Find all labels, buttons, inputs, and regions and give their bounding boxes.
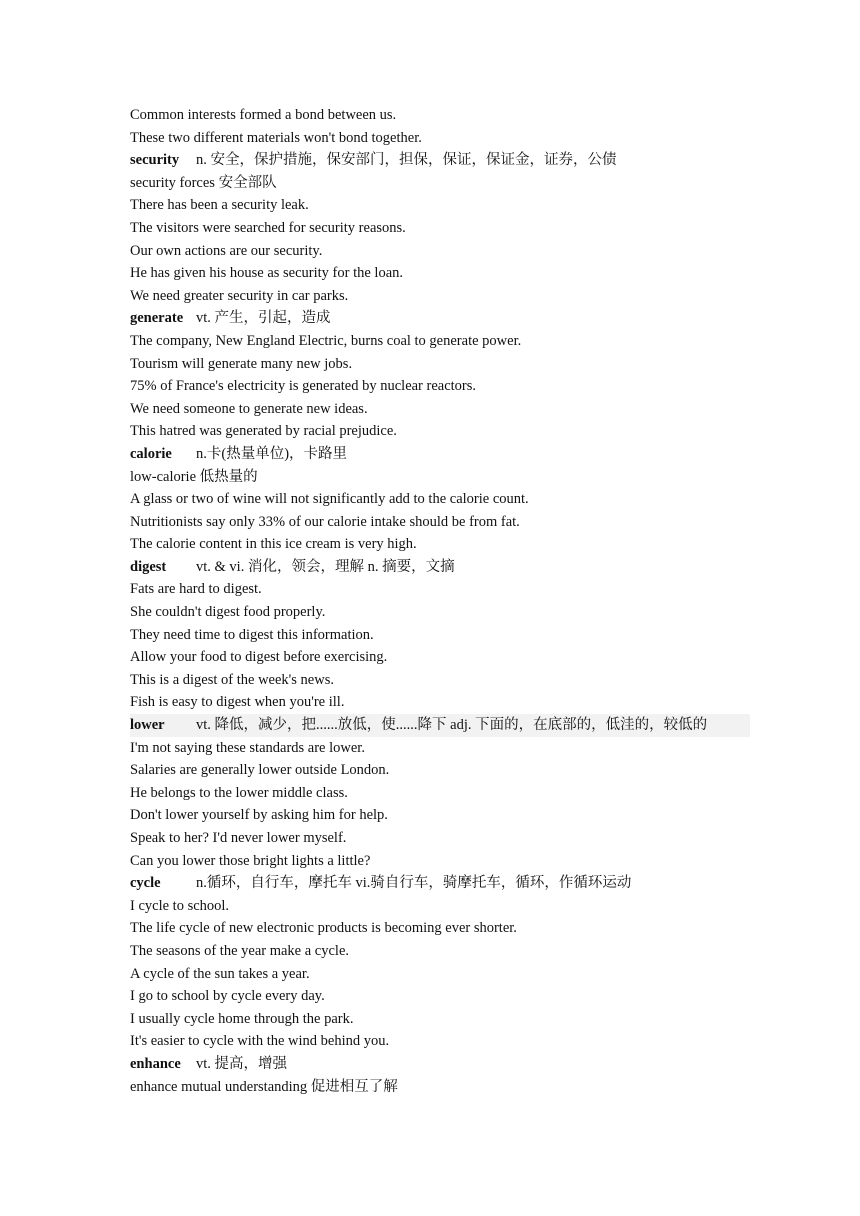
- example-sentence: The company, New England Electric, burns coal to generate power.: [130, 332, 522, 349]
- definition: n.卡(热量单位)，卡路里: [196, 445, 348, 462]
- example-sentence: Allow your food to digest before exercising.: [130, 649, 388, 666]
- headword: digest: [130, 558, 167, 575]
- example-sentence: low-calorie 低热量的: [130, 468, 258, 485]
- headword: cycle: [130, 875, 161, 892]
- example-sentence: A cycle of the sun takes a year.: [130, 965, 310, 982]
- example-sentence: Nutritionists say only 33% of our calorie intake should be from fat.: [130, 513, 520, 530]
- example-sentence: Our own actions are our security.: [130, 242, 323, 259]
- example-sentence: Can you lower those bright lights a little?: [130, 852, 371, 869]
- definition: vt. 提高，增强: [196, 1055, 288, 1072]
- example-sentence: We need greater security in car parks.: [130, 287, 349, 304]
- example-sentence: Common interests formed a bond between us.: [130, 107, 397, 123]
- headword: lower: [130, 717, 165, 734]
- example-sentence: Don't lower yourself by asking him for help.: [130, 807, 388, 824]
- example-sentence: I'm not saying these standards are lower.: [130, 739, 365, 756]
- example-sentence: Tourism will generate many new jobs.: [130, 355, 353, 372]
- example-sentence: The calorie content in this ice cream is very high.: [130, 536, 417, 553]
- headword: calorie: [130, 445, 172, 462]
- example-sentence: There has been a security leak.: [130, 197, 309, 214]
- example-sentence: They need time to digest this information.: [130, 626, 374, 643]
- entry-headword-line: [130, 307, 750, 330]
- headword: generate: [130, 310, 184, 327]
- definition: n.循环，自行车，摩托车 vi.骑自行车，骑摩托车，循环，作循环运动: [196, 875, 632, 892]
- example-sentence: This hatred was generated by racial prejudice.: [130, 423, 397, 440]
- example-sentence: The seasons of the year make a cycle.: [130, 942, 350, 959]
- definition: vt. & vi. 消化，领会，理解 n. 摘要，文摘: [196, 558, 455, 575]
- example-sentence: He has given his house as security for the loan.: [130, 265, 404, 282]
- example-sentence: She couldn't digest food properly.: [130, 604, 326, 621]
- example-sentence: This is a digest of the week's news.: [130, 671, 334, 688]
- example-sentence: Fish is easy to digest when you're ill.: [130, 694, 345, 711]
- example-sentence: Speak to her? I'd never lower myself.: [130, 830, 347, 846]
- definition: vt. 降低，减少，把......放低，使......降下 adj. 下面的，在底部的，低洼的，较低的: [196, 717, 708, 734]
- example-sentence: These two different materials won't bond together.: [130, 129, 422, 146]
- example-sentence: Salaries are generally lower outside London.: [130, 762, 390, 779]
- headword: enhance: [130, 1055, 181, 1072]
- entry-headword-line: [130, 149, 750, 172]
- example-sentence: The visitors were searched for security reasons.: [130, 219, 406, 236]
- definition: vt. 产生，引起，造成: [196, 310, 331, 327]
- example-sentence: Fats are hard to digest.: [130, 581, 262, 598]
- headword: security: [130, 152, 180, 169]
- example-sentence: enhance mutual understanding 促进相互了解: [130, 1078, 398, 1095]
- example-sentence: We need someone to generate new ideas.: [130, 400, 368, 417]
- example-sentence: I cycle to school.: [130, 897, 230, 914]
- entry-headword-line: [130, 556, 750, 579]
- example-sentence: A glass or two of wine will not significantly add to the calorie count.: [130, 491, 529, 508]
- definition: n. 安全，保护措施，保安部门，担保，保证，保证金，证券，公债: [196, 152, 617, 169]
- entry-headword-line: [130, 443, 750, 466]
- entry-headword-line: [130, 872, 750, 895]
- example-sentence: I go to school by cycle every day.: [130, 988, 325, 1005]
- entry-headword-line: [130, 714, 750, 737]
- example-sentence: I usually cycle home through the park.: [130, 1010, 354, 1027]
- example-sentence: security forces 安全部队: [130, 174, 277, 191]
- document-page: [130, 104, 750, 1098]
- example-sentence: It's easier to cycle with the wind behind you.: [130, 1033, 390, 1050]
- example-sentence: The life cycle of new electronic products is becoming ever shorter.: [130, 920, 517, 937]
- entry-headword-line: [130, 1053, 750, 1076]
- example-sentence: 75% of France's electricity is generated by nuclear reactors.: [130, 378, 477, 395]
- example-sentence: He belongs to the lower middle class.: [130, 784, 348, 801]
